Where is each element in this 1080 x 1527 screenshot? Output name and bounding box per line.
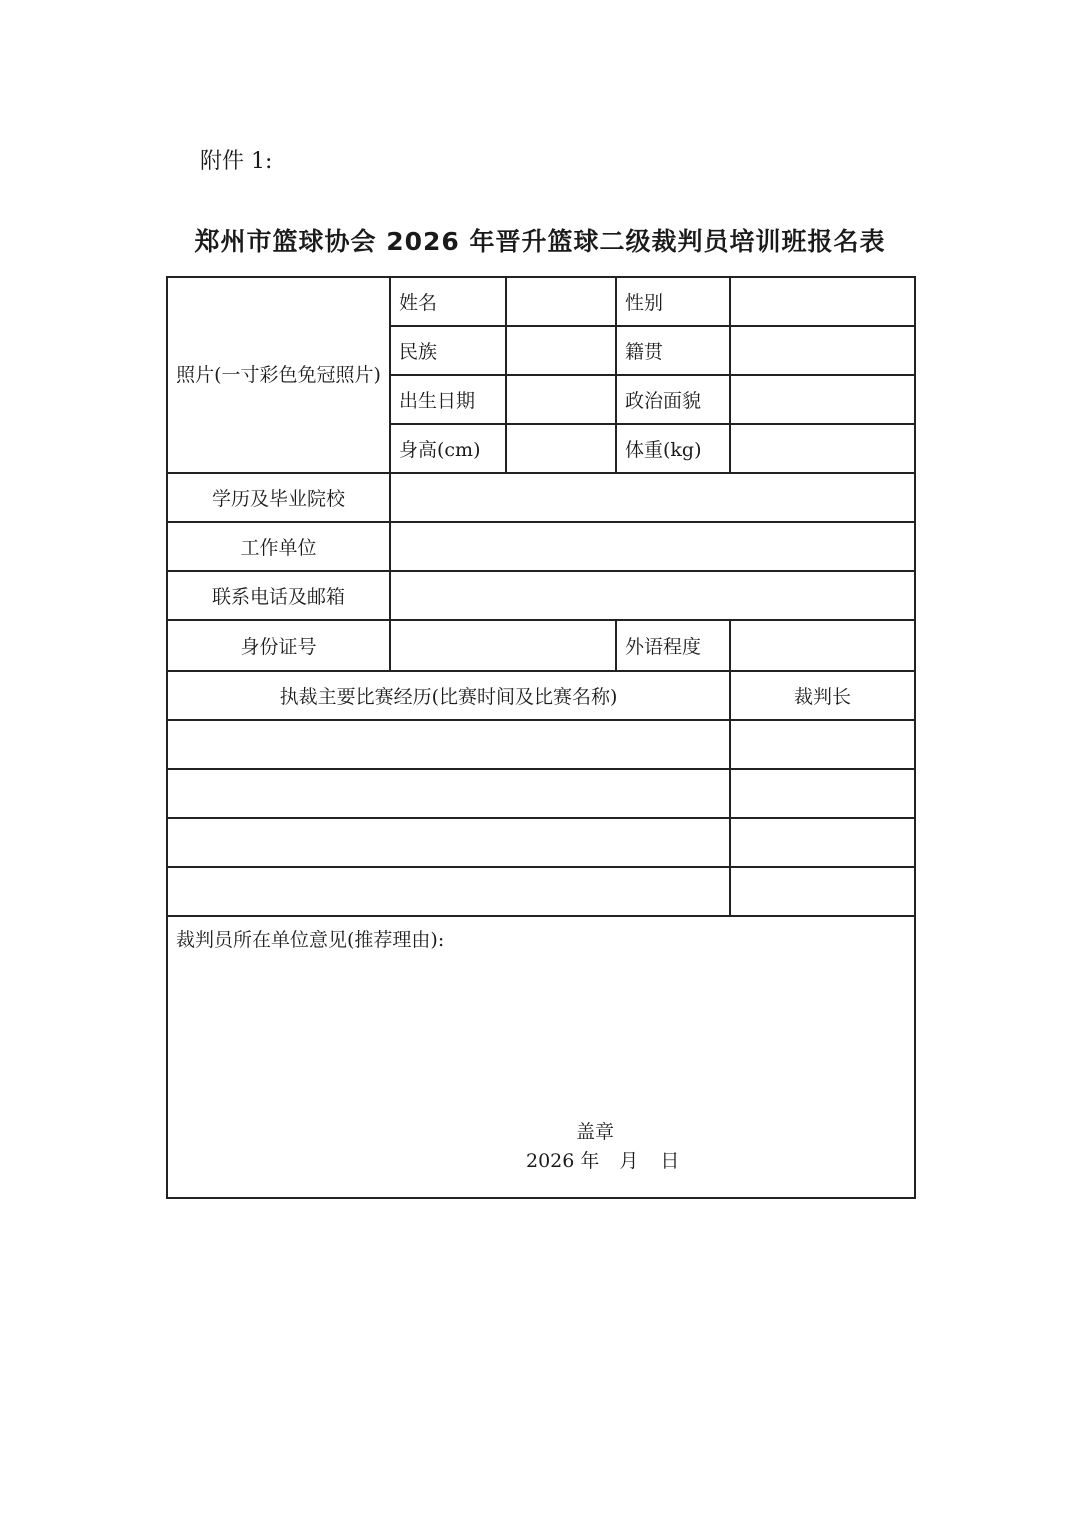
weight-label: 体重(kg)	[616, 424, 730, 473]
native-place-field[interactable]	[730, 326, 915, 375]
table-row	[167, 620, 915, 671]
registration-form-table	[166, 276, 916, 1199]
gender-label: 性别	[616, 277, 730, 326]
attachment-label: 附件 1:	[200, 149, 273, 174]
ethnicity-field[interactable]	[506, 326, 616, 375]
table-row	[167, 473, 915, 522]
foreign-language-label: 外语程度	[616, 620, 730, 671]
name-label: 姓名	[390, 277, 506, 326]
id-number-field[interactable]	[390, 620, 616, 671]
experience-entry-field[interactable]	[167, 720, 730, 769]
political-status-label: 政治面貌	[616, 375, 730, 424]
date-line	[526, 1146, 679, 1173]
experience-header: 执裁主要比赛经历(比赛时间及比赛名称)	[167, 671, 730, 720]
date-month: 月	[619, 1150, 639, 1172]
education-field[interactable]	[390, 473, 915, 522]
id-number-label: 身份证号	[167, 620, 390, 671]
table-row	[167, 671, 915, 720]
head-referee-field[interactable]	[730, 720, 915, 769]
birth-date-field[interactable]	[506, 375, 616, 424]
gender-field[interactable]	[730, 277, 915, 326]
date-day: 日	[660, 1150, 680, 1172]
head-referee-field[interactable]	[730, 867, 915, 916]
head-referee-field[interactable]	[730, 818, 915, 867]
table-row	[167, 916, 915, 1198]
table-row	[167, 818, 915, 867]
table-row	[167, 522, 915, 571]
table-row	[167, 867, 915, 916]
table-row	[167, 571, 915, 620]
political-status-field[interactable]	[730, 375, 915, 424]
height-field[interactable]	[506, 424, 616, 473]
experience-entry-field[interactable]	[167, 769, 730, 818]
form-title: 郑州市篮球协会 2026 年晋升篮球二级裁判员培训班报名表	[194, 227, 886, 256]
employer-field[interactable]	[390, 522, 915, 571]
table-row	[167, 277, 915, 326]
stamp-label: 盖章	[576, 1121, 615, 1143]
contact-field[interactable]	[390, 571, 915, 620]
experience-entry-field[interactable]	[167, 818, 730, 867]
table-row	[167, 720, 915, 769]
native-place-label: 籍贯	[616, 326, 730, 375]
photo-cell[interactable]	[167, 277, 390, 473]
employer-label: 工作单位	[167, 522, 390, 571]
ethnicity-label: 民族	[390, 326, 506, 375]
name-field[interactable]	[506, 277, 616, 326]
experience-entry-field[interactable]	[167, 867, 730, 916]
height-label: 身高(cm)	[390, 424, 506, 473]
education-label: 学历及毕业院校	[167, 473, 390, 522]
photo-label: 照片(一寸彩色免冠照片)	[176, 364, 381, 386]
date-year: 2026 年	[526, 1150, 600, 1172]
birth-date-label: 出生日期	[390, 375, 506, 424]
table-row	[167, 769, 915, 818]
head-referee-header: 裁判长	[730, 671, 915, 720]
foreign-language-field[interactable]	[730, 620, 915, 671]
opinion-label: 裁判员所在单位意见(推荐理由):	[176, 929, 445, 951]
weight-field[interactable]	[730, 424, 915, 473]
head-referee-field[interactable]	[730, 769, 915, 818]
opinion-field[interactable]	[167, 916, 915, 1198]
contact-label: 联系电话及邮箱	[167, 571, 390, 620]
